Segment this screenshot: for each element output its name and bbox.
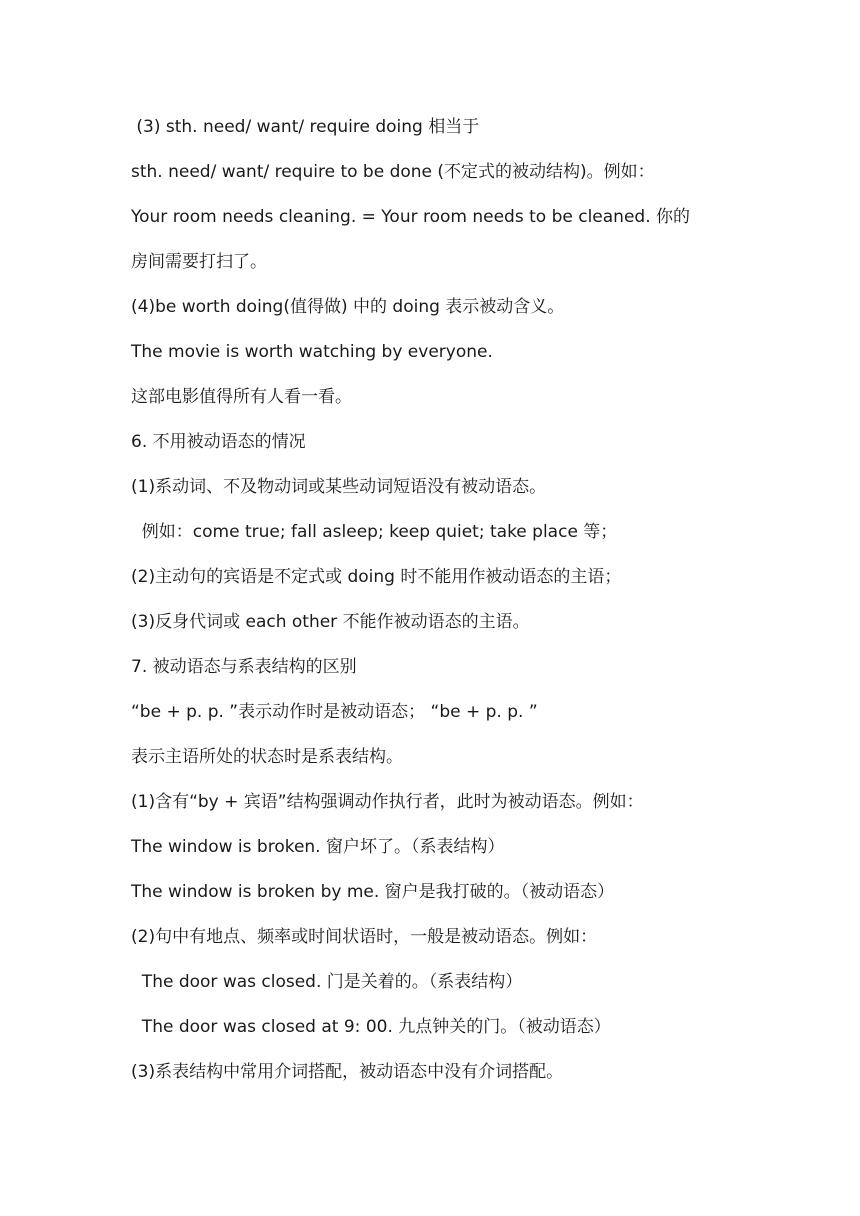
text-line: (3) sth. need/ want/ require doing 相当于: [131, 117, 480, 137]
text-line: The door was closed. 门是关着的。（系表结构）: [131, 972, 523, 992]
text-line: 例如：come true; fall asleep; keep quiet; take place 等；: [131, 522, 618, 542]
text-line: (1)含有“by + 宾语”结构强调动作执行者，此时为被动语态。例如：: [131, 792, 644, 812]
text-line: The window is broken by me. 窗户是我打破的。（被动语态）: [131, 882, 615, 902]
text-line: (2)句中有地点、频率或时间状语时，一般是被动语态。例如：: [131, 927, 598, 947]
text-line: “be + p. p. ”表示动作时是被动语态； “be + p. p. ”: [131, 702, 538, 722]
text-line: (3)反身代词或 each other 不能作被动语态的主语。: [131, 612, 530, 632]
text-line: The window is broken. 窗户坏了。（系表结构）: [131, 837, 505, 857]
text-line: The door was closed at 9: 00. 九点钟关的门。（被动语态）: [131, 1017, 611, 1037]
text-line: sth. need/ want/ require to be done (不定式的被动结构)。例如：: [131, 162, 655, 182]
text-line: 表示主语所处的状态时是系表结构。: [131, 747, 403, 767]
text-line: 这部电影值得所有人看一看。: [131, 387, 352, 407]
text-line: (4)be worth doing(值得做) 中的 doing 表示被动含义。: [131, 297, 565, 317]
text-line: 房间需要打扫了。: [131, 252, 267, 272]
text-line: The movie is worth watching by everyone.: [131, 342, 493, 362]
text-line: 7. 被动语态与系表结构的区别: [131, 657, 357, 677]
text-line: (3)系表结构中常用介词搭配，被动语态中没有介词搭配。: [131, 1062, 564, 1082]
text-line: Your room needs cleaning. = Your room needs to be cleaned. 你的: [131, 207, 691, 227]
text-line: (2)主动句的宾语是不定式或 doing 时不能用作被动语态的主语；: [131, 567, 622, 587]
text-line: 6. 不用被动语态的情况: [131, 432, 306, 452]
text-line: (1)系动词、不及物动词或某些动词短语没有被动语态。: [131, 477, 547, 497]
